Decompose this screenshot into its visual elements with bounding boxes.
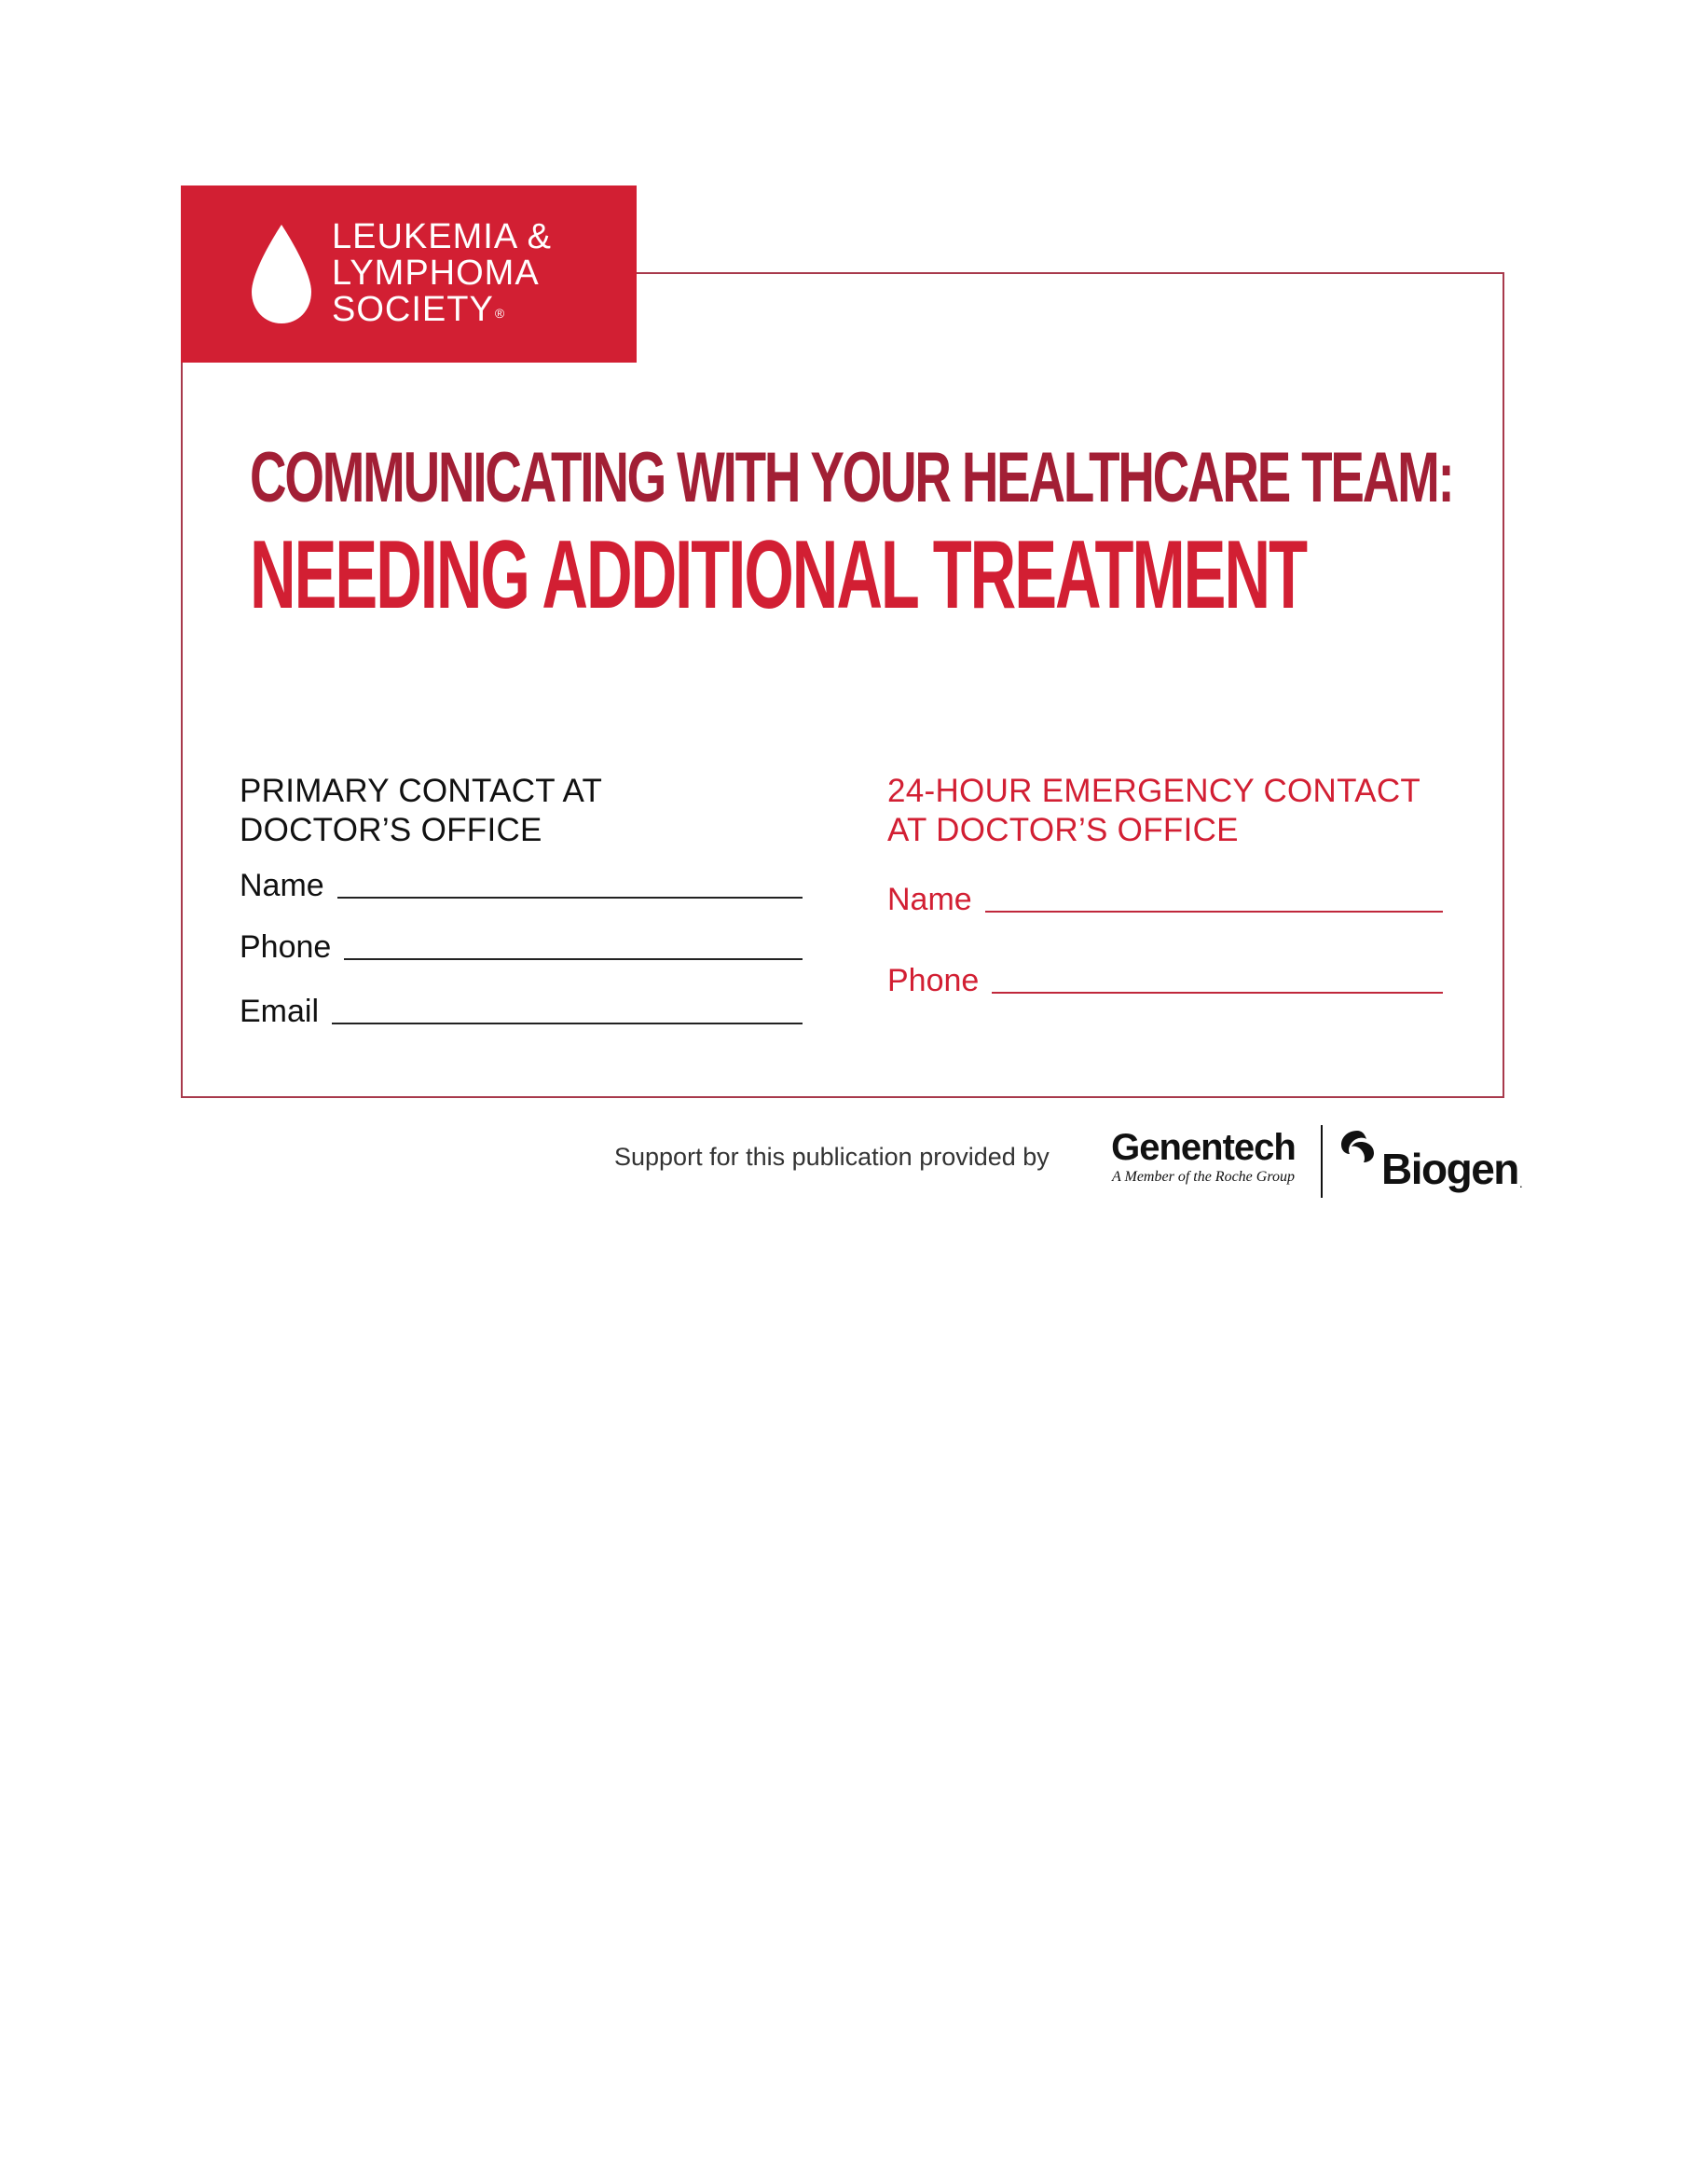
- biogen-logo: [1338, 1127, 1523, 1192]
- emergency-name-field[interactable]: [887, 881, 1443, 918]
- emergency-phone-field[interactable]: [887, 962, 1443, 999]
- primary-name-label: Name: [240, 868, 324, 903]
- emergency-phone-label: Phone: [887, 963, 980, 998]
- primary-phone-label: Phone: [240, 929, 332, 965]
- genentech-tagline: A Member of the Roche Group: [1112, 1169, 1295, 1185]
- primary-email-label: Email: [240, 994, 320, 1029]
- primary-email-field[interactable]: [240, 993, 803, 1030]
- emergency-contact-heading: [887, 772, 1420, 850]
- logo-line-1: LEUKEMIA &: [332, 217, 552, 256]
- emergency-contact-heading-line-1: 24-HOUR EMERGENCY CONTACT: [887, 773, 1421, 809]
- support-text: Support for this publication provided by: [614, 1143, 1050, 1171]
- primary-name-field[interactable]: [240, 867, 803, 904]
- genentech-logo: [1100, 1127, 1307, 1187]
- blood-drop-icon: [246, 223, 317, 325]
- genentech-wordmark: Genentech: [1111, 1127, 1296, 1168]
- emergency-name-label: Name: [887, 882, 972, 917]
- emergency-name-input-line[interactable]: [985, 911, 1443, 913]
- logo-line-3-text: SOCIETY: [332, 290, 494, 329]
- primary-phone-input-line[interactable]: [344, 958, 803, 960]
- emergency-phone-input-line[interactable]: [992, 992, 1443, 994]
- primary-contact-heading-line-1: PRIMARY CONTACT AT: [240, 773, 603, 809]
- primary-name-input-line[interactable]: [337, 897, 803, 899]
- primary-contact-heading: [240, 772, 602, 850]
- primary-email-input-line[interactable]: [332, 1023, 803, 1024]
- title-line-1: COMMUNICATING WITH YOUR HEALTHCARE TEAM:: [250, 438, 1453, 517]
- biogen-suffix: .: [1518, 1175, 1523, 1190]
- biogen-wordmark: Biogen: [1381, 1145, 1518, 1193]
- title-line-2: NEEDING ADDITIONAL TREATMENT: [250, 521, 1307, 629]
- sponsor-divider: [1321, 1125, 1323, 1198]
- biogen-leaf-icon: [1338, 1127, 1378, 1164]
- primary-contact-heading-line-2: DOCTOR’S OFFICE: [240, 812, 542, 848]
- registered-mark: ®: [494, 306, 506, 321]
- logo-line-2: LYMPHOMA: [332, 254, 540, 293]
- primary-phone-field[interactable]: [240, 928, 803, 966]
- logo-wordmark: [332, 219, 552, 328]
- emergency-contact-heading-line-2: AT DOCTOR’S OFFICE: [887, 812, 1239, 848]
- logo-line-3: [332, 292, 552, 328]
- lls-logo: [181, 185, 637, 363]
